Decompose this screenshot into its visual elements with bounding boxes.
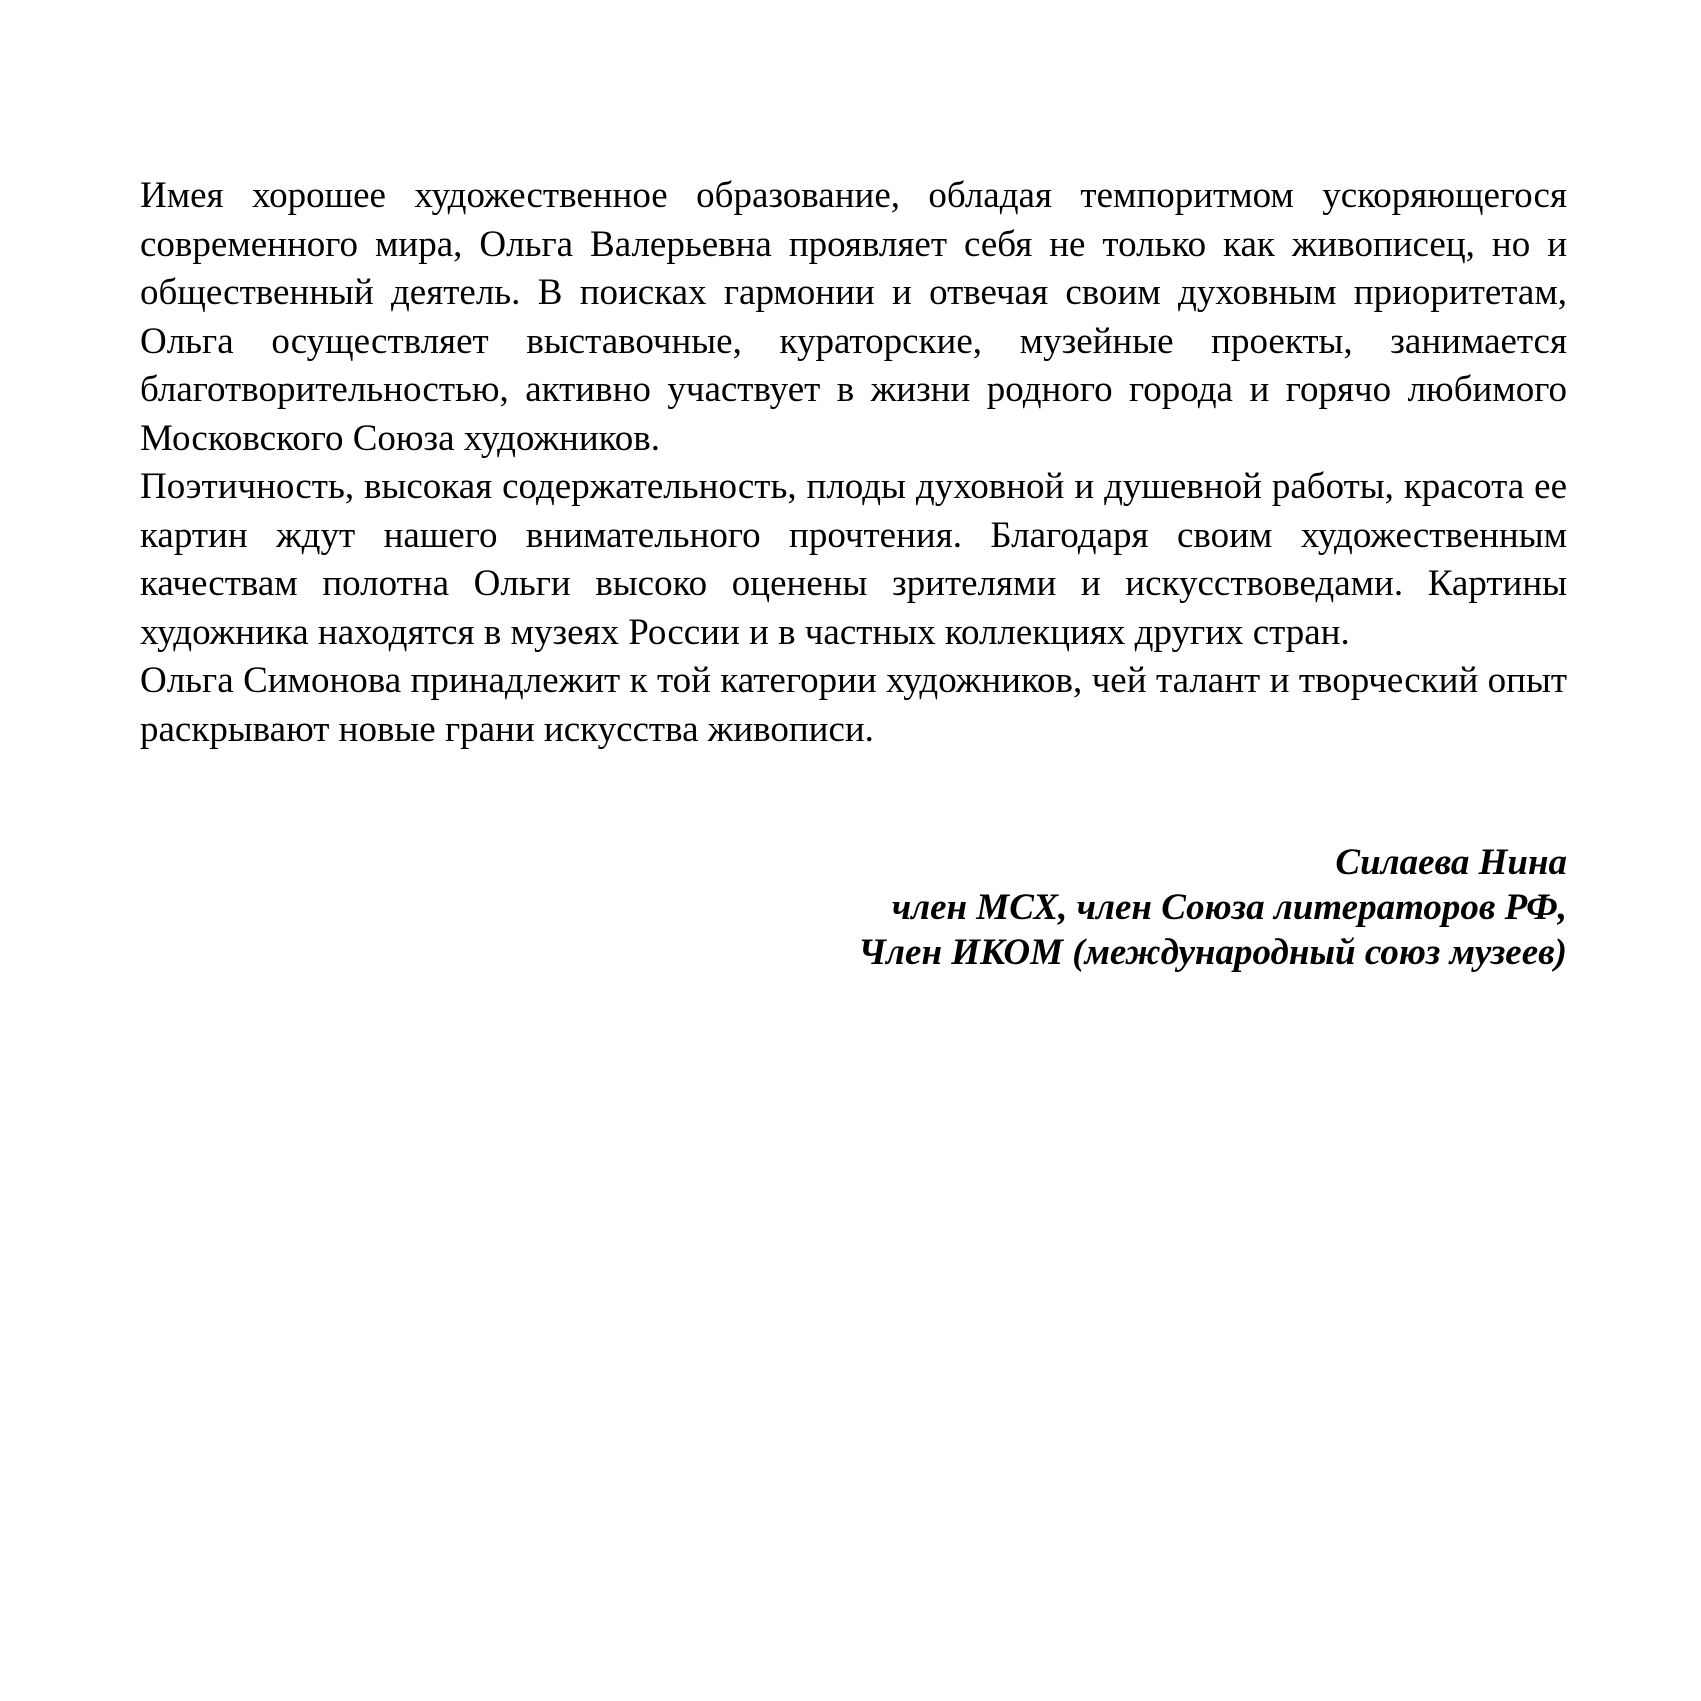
author-credential-1: член МСХ, член Союза литераторов РФ, xyxy=(891,887,1567,928)
paragraph-3: Ольга Симонова принадлежит к той категории художников, чей талант и творческий опыт раскрывают новые грани искусства живописи. xyxy=(140,660,1567,750)
paragraph-1: Имея хорошее художественное образование, обладая темпоритмом ускоряющегося современного мира, Ольга Валерьевна проявляет себя не только как живописец, но и общественный деятель. В поисках гармонии и отвечая своим духовным приоритетам, Ольга осуществляет выставочные, кураторские, музейные проекты, занимается благотворительностью, активно участвует в жизни родного города и горячо любимого Московского Союза художников. xyxy=(140,175,1567,459)
body-text xyxy=(140,172,1567,754)
author-signature xyxy=(858,840,1567,975)
paragraph-2: Поэтичность, высокая содержательность, плоды духовной и душевной работы, красота ее картин ждут нашего внимательного прочтения. Благодаря своим художественным качествам полотна Ольги высоко оценены зрителями и искусствоведами. Картины художника находятся в музеях России и в частных коллекциях других стран. xyxy=(140,466,1567,653)
author-credential-2: Член ИКОМ (международный союз музеев) xyxy=(858,932,1567,973)
author-name: Силаева Нина xyxy=(1335,842,1567,883)
